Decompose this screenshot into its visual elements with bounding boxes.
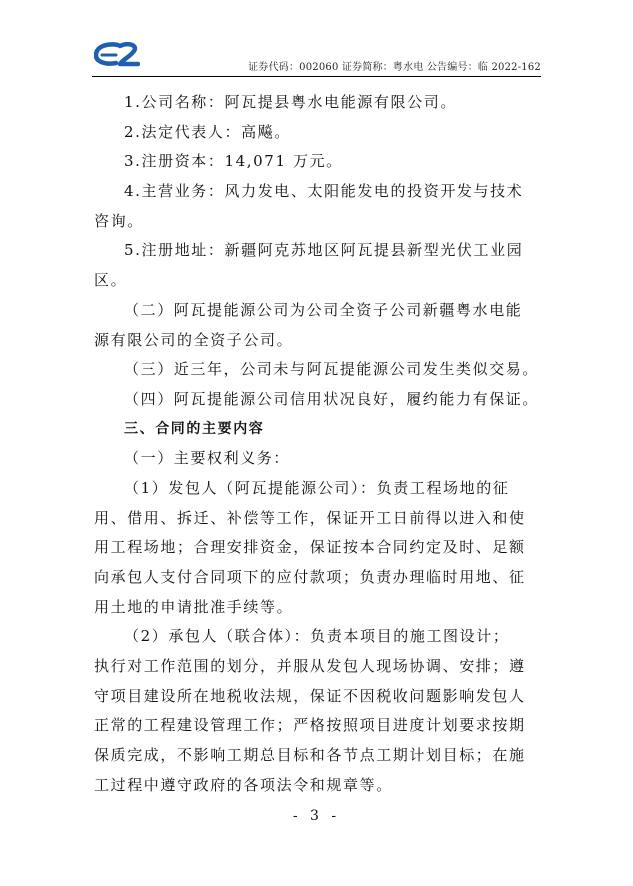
contractor-duties-line: 守项目建设所在地税收法规，保证不因税收问题影响发包人 <box>94 686 526 705</box>
contractor-duties-line: （2）承包人（联合体）：负责本项目的施工图设计； <box>124 627 510 646</box>
header-divider <box>92 76 541 77</box>
past-transactions-paragraph: （三）近三年，公司未与阿瓦提能源公司发生类似交易。 <box>124 360 540 379</box>
ownership-paragraph: （二）阿瓦提能源公司为公司全资子公司新疆粤水电能 <box>124 300 523 319</box>
employer-duties-line: （1）发包人（阿瓦提能源公司）：负责工程场地的征 <box>124 478 510 497</box>
registered-address-line: 5.注册地址：新疆阿克苏地区阿瓦提县新型光伏工业园 <box>124 241 524 260</box>
document-body <box>94 88 540 801</box>
contractor-duties-line: 执行对工作范围的划分，并服从发包人现场协调、安排；遵 <box>94 657 526 676</box>
company-logo-icon <box>94 42 140 68</box>
employer-duties-line: 用工程场地；合理安排资金，保证按本合同约定及时、足额 <box>94 538 526 557</box>
credit-status-paragraph: （四）阿瓦提能源公司信用状况良好，履约能力有保证。 <box>124 389 540 408</box>
main-business-line: 4.主营业务：风力发电、太阳能发电的投资开发与技术 <box>124 182 524 201</box>
section-heading-contract: 三、合同的主要内容 <box>124 420 265 437</box>
document-header-meta: 证券代码：002060 证券简称：粤水电 公告编号：临 2022-162 <box>248 62 541 73</box>
page-number: - 3 - <box>292 808 341 824</box>
employer-duties-line: 用、借用、拆迁、补偿等工作，保证开工日前得以进入和使 <box>94 508 526 527</box>
registered-capital-line: 3.注册资本：14,071 万元。 <box>124 152 343 171</box>
legal-representative-line: 2.法定代表人：高飚。 <box>124 122 291 141</box>
registered-address-line-cont: 区。 <box>94 271 128 290</box>
main-business-line-cont: 咨询。 <box>94 211 144 230</box>
employer-duties-line: 用土地的申请批准手续等。 <box>94 597 294 616</box>
employer-duties-line: 向承包人支付合同项下的应付款项；负责办理临时用地、征 <box>94 568 526 586</box>
subsection-rights-obligations: （一）主要权利义务： <box>124 449 291 468</box>
contractor-duties-line: 工过程中遵守政府的各项法令和规章等。 <box>94 775 393 794</box>
contractor-duties-line: 保质完成，不影响工期总目标和各节点工期计划目标；在施 <box>94 746 526 765</box>
contractor-duties-line: 正常的工程建设管理工作；严格按照项目进度计划要求按期 <box>94 716 526 735</box>
ownership-paragraph-cont: 源有限公司的全资子公司。 <box>94 330 294 349</box>
company-name-line: 1.公司名称：阿瓦提县粤水电能源有限公司。 <box>124 93 457 111</box>
